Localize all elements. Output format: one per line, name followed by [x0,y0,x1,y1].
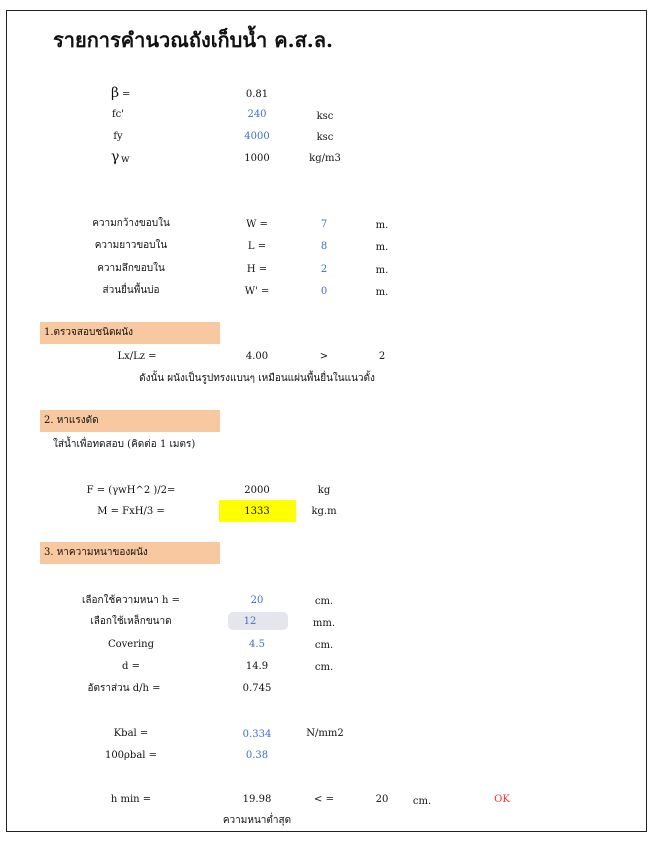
covering-label: Covering [107,639,155,650]
hmin-unit: cm. [412,796,432,807]
fc-label: fc' [111,109,125,120]
ratio-compare: 2 [378,351,386,362]
covering-unit: cm. [314,640,334,651]
width-label: ความกว้างขอบใน [92,218,170,229]
length-input[interactable]: 8 [320,241,328,252]
section1-header: 1.ตรวจสอบชนิดผนัง [40,322,220,344]
length-symbol: L = [247,241,267,252]
rebar-unit: mm. [312,618,336,629]
width-input[interactable]: 7 [320,219,328,230]
covering-input[interactable]: 4.5 [249,639,265,650]
rhobal-value: 0.38 [245,750,269,761]
fy-input[interactable]: 4000 [244,131,270,142]
thickness-input[interactable]: 20 [250,595,264,606]
test-note: ใส่น้ำเพื่อทดสอบ (คิดต่อ 1 เมตร) [53,439,196,450]
hmin-compare: 20 [375,794,389,805]
kbal-value: 0.334 [242,729,272,740]
gamma-value: 1000 [244,153,270,164]
kbal-unit: N/mm2 [306,728,344,739]
overhang-label: ส่วนยื่นพื้นบ่อ [102,285,160,296]
rhobal-label: 100ρbal = [104,750,158,761]
fy-label: fy [113,131,123,142]
length-label: ความยาวขอบใน [94,240,168,251]
gamma-label: w [121,154,130,165]
overhang-unit: m. [375,287,389,298]
status-ok: OK [494,794,510,805]
depth-input[interactable]: 2 [320,264,328,275]
ratio-value: 4.00 [245,351,269,362]
section2-header: 2. หาแรงดัด [40,410,220,432]
beta-symbol: β [111,85,120,101]
depth-label: ความลึกขอบใน [97,263,165,274]
hmin-value: 19.98 [242,794,272,805]
force-unit: kg [317,485,331,496]
thickness-label: เลือกใช้ความหนา h = [81,595,181,606]
gamma-symbol: γ [111,149,120,165]
kbal-label: Kbal = [113,728,149,739]
depth-symbol: H = [246,264,268,275]
hmin-operator: < = [314,794,334,805]
fc-unit: ksc [316,111,334,122]
force-value: 2000 [244,485,270,496]
section3-header: 3. หาความหนาของผนัง [40,542,220,564]
dh-ratio-value: 0.745 [242,683,272,694]
dh-ratio-label: อัตราส่วน d/h = [87,683,161,694]
moment-unit: kg.m [311,506,337,517]
d-unit: cm. [314,662,334,673]
d-value: 14.9 [245,661,269,672]
fy-unit: ksc [316,132,334,143]
page-title: รายการคำนวณถังเก็บน้ำ ค.ส.ล. [53,28,333,52]
force-label: F = (γwH^2 )/2= [86,485,176,496]
ratio-operator: > [319,351,329,362]
gamma-unit: kg/m3 [309,153,341,164]
moment-value: 1333 [244,506,270,517]
length-unit: m. [375,242,389,253]
moment-label: M = FxH/3 = [97,506,165,517]
thickness-unit: cm. [314,596,334,607]
d-label: d = [122,661,140,672]
wall-type-note: ดังนั้น ผนังเป็นรูปทรงแบนๆ เหมือนแผ่นพื้นยื่นในแนวตั้ง [139,373,375,384]
beta-equals: = [122,89,131,100]
rebar-label: เลือกใช้เหล็กขนาด [90,616,172,627]
width-symbol: W = [246,219,268,230]
width-unit: m. [375,220,389,231]
hmin-note: ความหนาต่ำสุด [222,815,292,826]
ratio-label: Lx/Lz = [117,351,157,362]
fc-input[interactable]: 240 [247,109,267,120]
overhang-input[interactable]: 0 [320,286,328,297]
rebar-size-dropdown[interactable] [228,612,288,630]
beta-value: 0.81 [245,89,269,100]
depth-unit: m. [375,265,389,276]
overhang-symbol: W' = [244,286,270,297]
hmin-label: h min = [110,794,152,805]
rebar-size-value[interactable]: 12 [243,616,257,627]
